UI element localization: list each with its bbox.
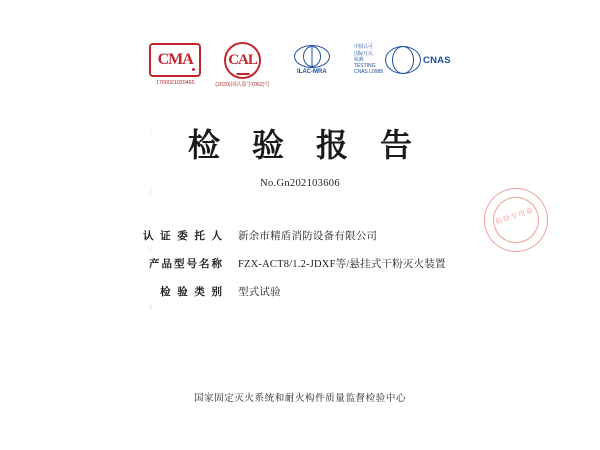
cal-caption: (2020)国认监字(062)号 (215, 82, 270, 88)
cnas-side-line-3: 检测 (353, 56, 364, 63)
field-label-model: 产品型号名称 (149, 259, 224, 270)
page-title: 检 验 报 告 (187, 127, 424, 163)
ilac-mra-symbol: ILAC-MRA (297, 69, 327, 75)
cma-icon (149, 42, 201, 78)
seal-text: 检验专用章 (494, 206, 536, 227)
margin-mark: 4 (148, 302, 153, 312)
field-value-category: 型式试验 (238, 287, 281, 298)
cal-symbol: CAL (224, 42, 261, 79)
report-fields (0, 228, 600, 312)
globe-icon (294, 45, 330, 68)
margin-mark: 1 (148, 128, 153, 138)
margin-mark: 3 (148, 244, 153, 254)
field-value-model: FZX-ACT8/1.2-JDXF等/悬挂式干粉灭火装置 (238, 259, 446, 270)
cnas-side-line-4: TESTING (353, 63, 376, 70)
cal-mark (215, 42, 270, 88)
field-row (0, 284, 600, 299)
cnas-mark (354, 42, 451, 78)
issuing-authority: 国家固定灭火系统和耐火构件质量监督检验中心 (193, 394, 407, 404)
cnas-icon (354, 42, 451, 78)
margin-mark: 2 (148, 186, 153, 196)
cnas-side-line-2: 国际互认 (353, 50, 373, 57)
field-row (0, 228, 600, 243)
cma-mark (149, 42, 201, 86)
cnas-symbol: CNAS (423, 54, 451, 66)
field-value-client: 新余市精盾消防设备有限公司 (238, 231, 378, 242)
cal-icon (215, 42, 270, 78)
ilac-mra-icon (284, 42, 340, 78)
ilac-mra-mark (284, 42, 340, 78)
report-number: No.Gn202103606 (260, 178, 340, 189)
field-label-category: 检 验 类 别 (160, 287, 224, 298)
cma-symbol: CMA (149, 43, 201, 77)
field-row (0, 256, 600, 271)
cma-caption: 1700021020465 (155, 80, 195, 86)
cnas-side-text (354, 44, 383, 75)
cnas-side-line-5: CNAS L0988 (353, 69, 384, 76)
cnas-side-line-1: 中国认可 (353, 44, 373, 51)
field-label-client: 认 证 委 托 人 (143, 231, 224, 242)
cnas-oval-icon (385, 46, 421, 74)
certification-marks (0, 42, 600, 104)
